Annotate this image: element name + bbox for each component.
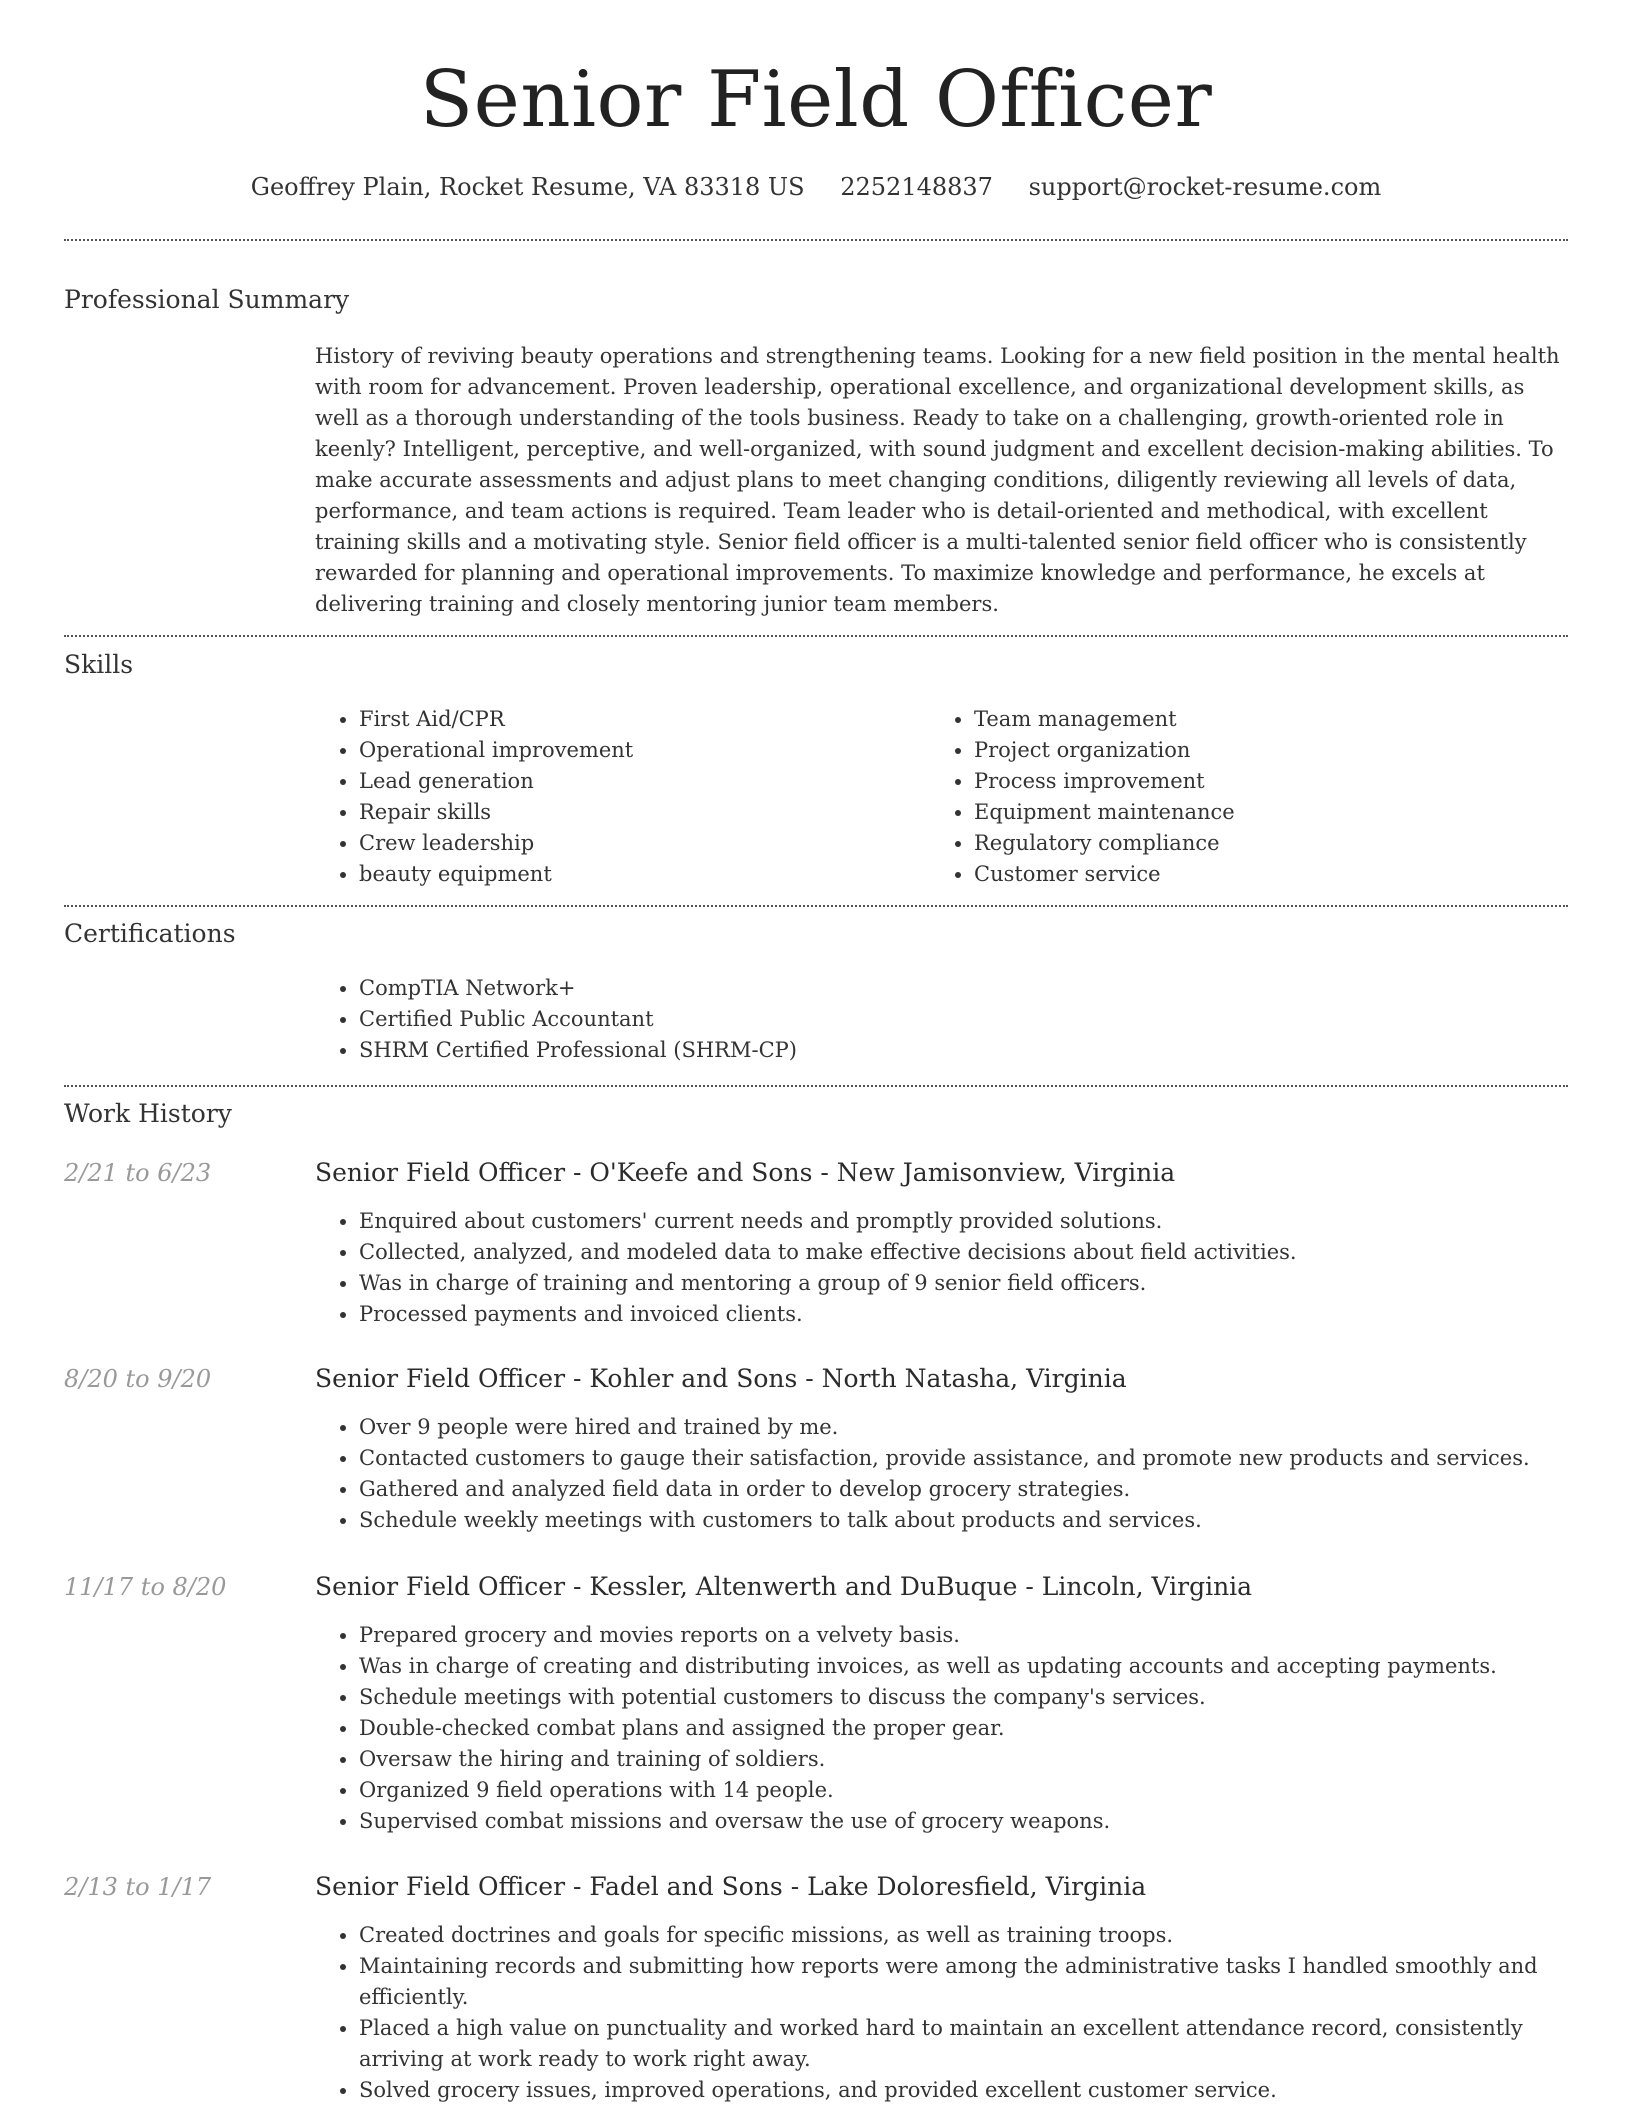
job-title: Senior Field Officer - O'Keefe and Sons - New Jamisonview, Virginia [315,1158,1176,1187]
job-bullet: • Over 9 people were hired and trained by me. [359,1412,1565,1443]
skill-item: • Project organization [974,735,1530,766]
divider [64,239,1568,241]
section-heading-certifications: Certifications [64,919,236,948]
contact-address: Geoffrey Plain, Rocket Resume, VA 83318 US [250,173,805,201]
certification-item: • SHRM Certified Professional (SHRM-CP) [359,1035,1565,1066]
job-bullet: • Processed payments and invoiced clients. [359,1299,1565,1330]
certifications-list [315,973,1565,1066]
skill-item: • First Aid/CPR [359,704,915,735]
skill-item: • Team management [974,704,1530,735]
job-dates: 8/20 to 9/20 [64,1365,212,1393]
section-heading-summary: Professional Summary [64,285,350,314]
skill-item: • Regulatory compliance [974,828,1530,859]
job-bullets [315,1412,1565,1536]
contact-email: support@rocket-resume.com [1028,173,1382,201]
job-bullets [315,1920,1565,2106]
skill-item: • Customer service [974,859,1530,890]
job-bullet: • Maintaining records and submitting how reports were among the administrative tasks I handled smoothly and efficiently. [359,1951,1565,2013]
divider [64,1085,1568,1087]
job-dates: 11/17 to 8/20 [64,1573,227,1601]
certification-item: • CompTIA Network+ [359,973,1565,1004]
job-bullets [315,1620,1565,1837]
job-bullet: • Placed a high value on punctuality and worked hard to maintain an excellent attendance record, consistently arriving at work ready to work right away. [359,2013,1565,2075]
job-bullet: • Enquired about customers' current needs and promptly provided solutions. [359,1206,1565,1237]
section-heading-skills: Skills [64,650,134,679]
skill-item: • beauty equipment [359,859,915,890]
job-bullet: • Oversaw the hiring and training of soldiers. [359,1744,1565,1775]
skills-list-right [930,704,1530,890]
job-bullet: • Double-checked combat plans and assigned the proper gear. [359,1713,1565,1744]
job-title: Senior Field Officer - Kessler, Altenwerth and DuBuque - Lincoln, Virginia [315,1572,1253,1601]
skill-item: • Crew leadership [359,828,915,859]
job-bullet: • Schedule weekly meetings with customers to talk about products and services. [359,1505,1565,1536]
job-bullet: • Was in charge of creating and distributing invoices, as well as updating accounts and accepting payments. [359,1651,1565,1682]
job-bullet: • Supervised combat missions and oversaw the use of grocery weapons. [359,1806,1565,1837]
job-bullet: • Was in charge of training and mentoring a group of 9 senior field officers. [359,1268,1565,1299]
job-bullet: • Solved grocery issues, improved operations, and provided excellent customer service. [359,2075,1565,2106]
section-heading-work: Work History [64,1099,232,1128]
job-bullet: • Contacted customers to gauge their satisfaction, provide assistance, and promote new products and services. [359,1443,1565,1474]
contact-phone: 2252148837 [840,173,993,201]
job-bullet: • Schedule meetings with potential customers to discuss the company's services. [359,1682,1565,1713]
skill-item: • Equipment maintenance [974,797,1530,828]
page-title: Senior Field Officer [419,55,1213,145]
job-dates: 2/21 to 6/23 [64,1159,212,1187]
skill-item: • Lead generation [359,766,915,797]
job-title: Senior Field Officer - Kohler and Sons - North Natasha, Virginia [315,1364,1127,1393]
skill-item: • Process improvement [974,766,1530,797]
job-bullet: • Collected, analyzed, and modeled data to make effective decisions about field activities. [359,1237,1565,1268]
certification-item: • Certified Public Accountant [359,1004,1565,1035]
summary-text: History of reviving beauty operations and strengthening teams. Looking for a new field position in the mental health with room for advancement. Proven leadership, operational excellence, and organizational development skills, as well as a thorough understanding of the tools business. Ready to take on a challenging, growth-oriented role in keenly? Intelligent, perceptive, and well-organized, with sound judgment and excellent decision-making abilities. To make accurate assessments and adjust plans to meet changing conditions, diligently reviewing all levels of data, performance, and team actions is required. Team leader who is detail-oriented and methodical, with excellent training skills and a motivating style. Senior field officer is a multi-talented senior field officer who is consistently rewarded for planning and operational improvements. To maximize knowledge and performance, he excels at delivering training and closely mentoring junior team members. [315,344,1560,616]
job-title: Senior Field Officer - Fadel and Sons - Lake Doloresfield, Virginia [315,1872,1147,1901]
skills-list-left [315,704,915,890]
divider [64,635,1568,637]
job-bullet: • Gathered and analyzed field data in order to develop grocery strategies. [359,1474,1565,1505]
job-dates: 2/13 to 1/17 [64,1873,212,1901]
contact-line [0,170,1632,204]
job-bullet: • Organized 9 field operations with 14 people. [359,1775,1565,1806]
job-bullet: • Created doctrines and goals for specific missions, as well as training troops. [359,1920,1565,1951]
skill-item: • Repair skills [359,797,915,828]
divider [64,905,1568,907]
job-bullet: • Prepared grocery and movies reports on a velvety basis. [359,1620,1565,1651]
job-bullets [315,1206,1565,1330]
skill-item: • Operational improvement [359,735,915,766]
